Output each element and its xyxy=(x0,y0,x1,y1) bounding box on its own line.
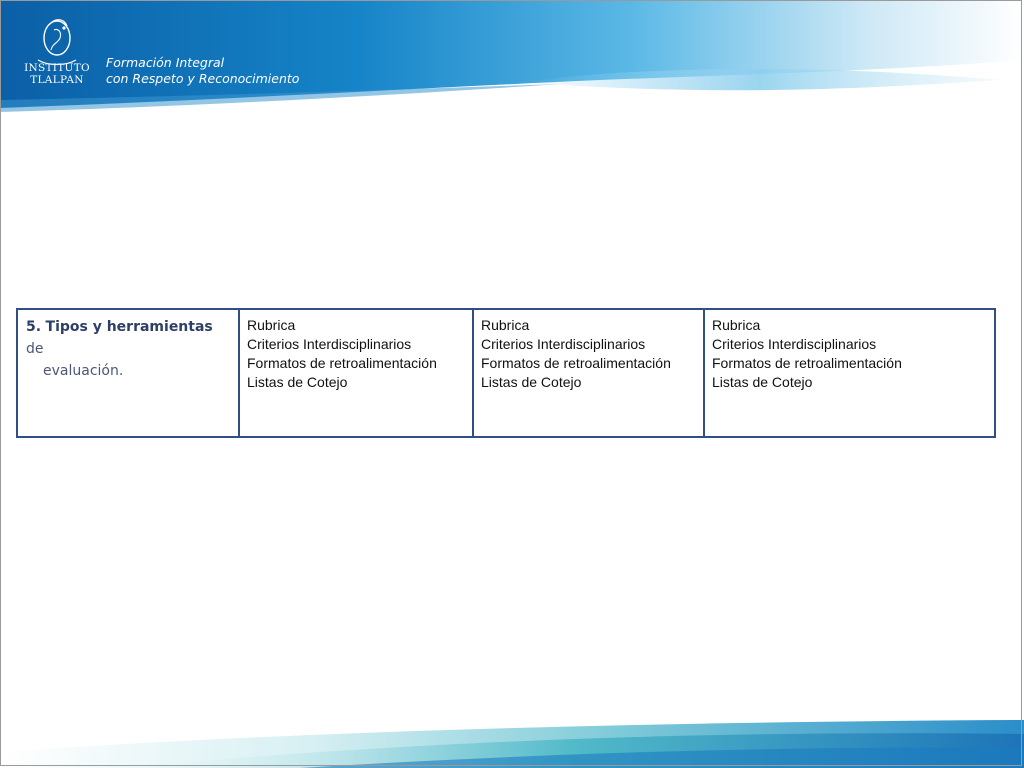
tagline-line-2: con Respeto y Reconocimiento xyxy=(106,71,300,86)
list-item: Criterios Interdisciplinarios xyxy=(247,336,412,352)
list-item: Criterios Interdisciplinarios xyxy=(481,336,646,352)
footer-banner xyxy=(0,712,1024,768)
list-item: Rubrica xyxy=(247,317,296,333)
logo-wordmark xyxy=(22,62,92,86)
criterion-cell xyxy=(17,309,239,437)
list-item: Listas de Cotejo xyxy=(481,374,582,390)
logo-line-2: TLALPAN xyxy=(30,74,84,86)
evaluation-table xyxy=(16,308,996,438)
criterion-subject: evaluación. xyxy=(43,363,124,379)
list-item: Rubrica xyxy=(712,317,761,333)
tools-cell-2 xyxy=(473,309,704,437)
list-item: Listas de Cotejo xyxy=(712,374,813,390)
list-item: Rubrica xyxy=(481,317,530,333)
list-item: Listas de Cotejo xyxy=(247,374,348,390)
tagline-line-1: Formación Integral xyxy=(106,55,225,70)
criterion-connector: de xyxy=(26,341,44,357)
tools-cell-1 xyxy=(239,309,473,437)
header-tagline xyxy=(106,55,299,87)
table-row xyxy=(17,309,995,437)
list-item: Criterios Interdisciplinarios xyxy=(712,336,877,352)
criterion-number: 5. xyxy=(26,319,42,335)
list-item: Formatos de retroalimentación xyxy=(481,355,671,371)
list-item: Formatos de retroalimentación xyxy=(712,355,902,371)
criterion-title: Tipos y herramientas xyxy=(45,319,213,335)
list-item: Formatos de retroalimentación xyxy=(247,355,437,371)
tools-cell-3 xyxy=(704,309,995,437)
logo-line-1: INSTITUTO xyxy=(24,62,90,74)
